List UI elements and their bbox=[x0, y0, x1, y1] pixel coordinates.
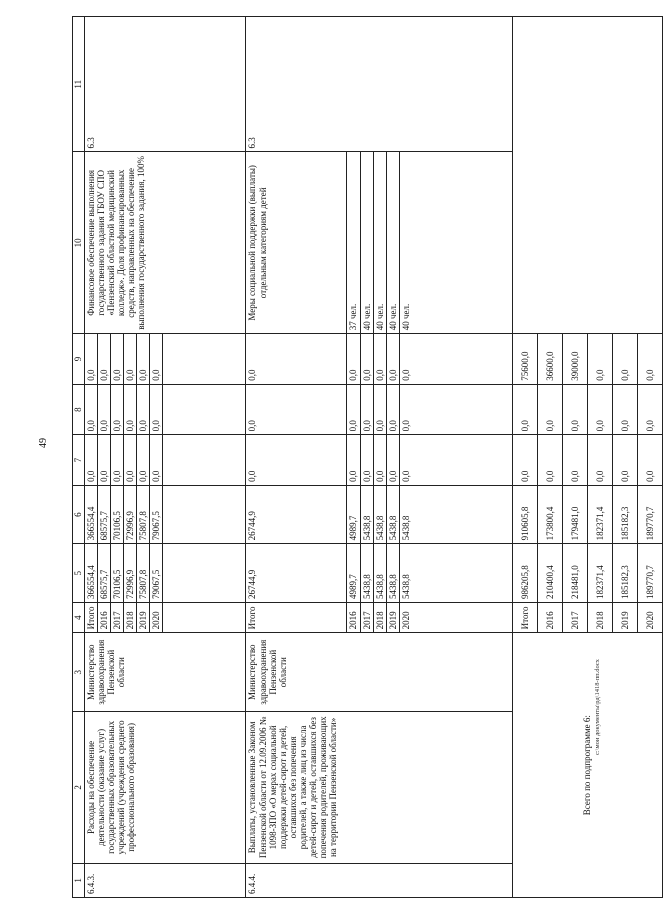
column-header: 1 bbox=[73, 863, 85, 897]
executor: Министерство здравоохранения Пензенской области bbox=[85, 633, 246, 712]
indicator-value: 37 чел. bbox=[347, 152, 360, 334]
value-cell: 0,0 bbox=[637, 435, 662, 486]
value-cell: 0,0 bbox=[537, 384, 562, 435]
value-cell: 0,0 bbox=[360, 384, 373, 435]
value-cell: 5438,8 bbox=[360, 544, 373, 603]
value-cell: 0,0 bbox=[637, 384, 662, 435]
value-cell: 366554,4 bbox=[85, 485, 98, 544]
item-name: Выплаты, установленные Законом Пензенской области от 12.09.2006 № 1098-ЗПО «О мерах социальной поддержки детей-сирот и детей, оставшихся без попечения родителей, а также лиц из числа детей-сирот и детей, оставшихся без попечения родителей, проживающих на территории Пензенской области» bbox=[246, 712, 512, 864]
value-cell: 986205,8 bbox=[512, 544, 537, 603]
value-cell: 179481,0 bbox=[562, 485, 587, 544]
value-cell: 5438,8 bbox=[399, 544, 512, 603]
column-header: 6 bbox=[73, 485, 85, 544]
value-cell: 39000,0 bbox=[562, 334, 587, 385]
column-header: 8 bbox=[73, 384, 85, 435]
file-path-footer: c:\мои документы\рд\1418-пп.docx bbox=[594, 659, 601, 755]
value-cell: 189770,7 bbox=[637, 544, 662, 603]
value-cell: 0,0 bbox=[124, 435, 137, 486]
year-cell: 2017 bbox=[562, 603, 587, 633]
value-cell: 0,0 bbox=[399, 384, 512, 435]
year-cell: 2016 bbox=[347, 603, 360, 633]
value-cell: 0,0 bbox=[373, 334, 386, 385]
value-cell: 185182,3 bbox=[612, 485, 637, 544]
value-cell: 0,0 bbox=[386, 435, 399, 486]
value-cell: 0,0 bbox=[587, 334, 612, 385]
year-cell: Итого bbox=[85, 603, 98, 633]
value-cell: 0,0 bbox=[150, 384, 163, 435]
value-cell: 75807,8 bbox=[137, 544, 150, 603]
value-cell: 0,0 bbox=[399, 435, 512, 486]
value-cell: 0,0 bbox=[98, 384, 111, 435]
table-row bbox=[85, 17, 98, 898]
value-cell: 0,0 bbox=[98, 435, 111, 486]
value-cell: 72996,9 bbox=[124, 544, 137, 603]
year-cell: 2017 bbox=[111, 603, 124, 633]
column-header: 5 bbox=[73, 544, 85, 603]
totals-label: Всего по подпрограмме 6: bbox=[512, 633, 662, 898]
value-cell: 0,0 bbox=[512, 384, 537, 435]
value-cell: 0,0 bbox=[373, 435, 386, 486]
value-cell: 0,0 bbox=[347, 435, 360, 486]
value-cell: 0,0 bbox=[512, 435, 537, 486]
value-cell: 5438,8 bbox=[386, 544, 399, 603]
value-cell: 5438,8 bbox=[360, 485, 373, 544]
executor: Министерство здравоохранения Пензенской области bbox=[246, 633, 512, 712]
value-cell: 79067,5 bbox=[150, 485, 163, 544]
indicator-value: 40 чел. bbox=[386, 152, 399, 334]
value-cell: 0,0 bbox=[111, 384, 124, 435]
column-header: 11 bbox=[73, 17, 85, 152]
indicator-value: 40 чел. bbox=[399, 152, 512, 334]
year-cell: 2018 bbox=[373, 603, 386, 633]
value-cell: 185182,3 bbox=[612, 544, 637, 603]
value-cell: 0,0 bbox=[137, 384, 150, 435]
value-cell: 79067,5 bbox=[150, 544, 163, 603]
column-header: 2 bbox=[73, 712, 85, 864]
item-number: 6.4.3. bbox=[85, 863, 246, 897]
column-header: 4 bbox=[73, 603, 85, 633]
value-cell: 0,0 bbox=[246, 334, 347, 385]
value-cell: 36600,0 bbox=[537, 334, 562, 385]
value-cell: 0,0 bbox=[85, 435, 98, 486]
value-cell: 0,0 bbox=[637, 334, 662, 385]
value-cell: 218481,0 bbox=[562, 544, 587, 603]
year-cell: 2017 bbox=[360, 603, 373, 633]
value-cell: 68575,7 bbox=[98, 544, 111, 603]
value-cell: 70106,5 bbox=[111, 485, 124, 544]
column-header: 3 bbox=[73, 633, 85, 712]
value-cell: 26744,9 bbox=[246, 485, 347, 544]
value-cell: 366554,4 bbox=[85, 544, 98, 603]
value-cell: 72996,9 bbox=[124, 485, 137, 544]
value-cell: 0,0 bbox=[137, 334, 150, 385]
value-cell: 0,0 bbox=[150, 435, 163, 486]
table-row bbox=[246, 17, 347, 898]
year-cell: 2019 bbox=[386, 603, 399, 633]
value-cell: 173800,4 bbox=[537, 485, 562, 544]
value-cell: 910605,8 bbox=[512, 485, 537, 544]
item-name: Расходы на обеспечение деятельности (оказание услуг) государственных образовательных учреждений (учреждения среднего профессионального образования) bbox=[85, 712, 246, 864]
value-cell: 0,0 bbox=[373, 384, 386, 435]
value-cell: 0,0 bbox=[347, 384, 360, 435]
value-cell: 26744,9 bbox=[246, 544, 347, 603]
year-cell: Итого bbox=[512, 603, 537, 633]
value-cell: 0,0 bbox=[124, 384, 137, 435]
value-cell: 189770,7 bbox=[637, 485, 662, 544]
value-cell: 0,0 bbox=[612, 334, 637, 385]
value-cell: 0,0 bbox=[246, 435, 347, 486]
value-cell: 0,0 bbox=[612, 384, 637, 435]
value-cell: 0,0 bbox=[85, 334, 98, 385]
value-cell: 4989,7 bbox=[347, 485, 360, 544]
year-cell: 2019 bbox=[612, 603, 637, 633]
value-cell: 68575,7 bbox=[98, 485, 111, 544]
value-cell: 0,0 bbox=[612, 435, 637, 486]
column-header-row bbox=[73, 17, 85, 898]
value-cell: 0,0 bbox=[562, 435, 587, 486]
value-cell: 0,0 bbox=[360, 435, 373, 486]
year-cell: 2016 bbox=[537, 603, 562, 633]
value-cell: 0,0 bbox=[587, 384, 612, 435]
col11-value: 6.3 bbox=[85, 17, 246, 152]
value-cell: 182371,4 bbox=[587, 485, 612, 544]
value-cell: 5438,8 bbox=[373, 544, 386, 603]
value-cell: 75807,8 bbox=[137, 485, 150, 544]
value-cell: 0,0 bbox=[386, 384, 399, 435]
value-cell: 0,0 bbox=[360, 334, 373, 385]
value-cell: 182371,4 bbox=[587, 544, 612, 603]
value-cell: 0,0 bbox=[537, 435, 562, 486]
indicator: Меры социальной поддержки (выплаты) отдельным категориям детей bbox=[246, 152, 347, 334]
value-cell: 4989,7 bbox=[347, 544, 360, 603]
value-cell: 0,0 bbox=[562, 384, 587, 435]
indicator: Финансовое обеспечение выполнения государственного задания ГБОУ СПО «Пензенский областной медицинский колледж». Доля профинансированных средств, направленных на обеспечение выполнения государственного задания, 100% bbox=[85, 152, 246, 334]
value-cell: 5438,8 bbox=[399, 485, 512, 544]
value-cell: 0,0 bbox=[347, 334, 360, 385]
value-cell: 0,0 bbox=[85, 384, 98, 435]
indicator-value: 40 чел. bbox=[373, 152, 386, 334]
totals-empty bbox=[512, 17, 662, 334]
value-cell: 0,0 bbox=[246, 384, 347, 435]
value-cell: 75600,0 bbox=[512, 334, 537, 385]
year-cell: Итого bbox=[246, 603, 347, 633]
value-cell: 0,0 bbox=[137, 435, 150, 486]
value-cell: 0,0 bbox=[98, 334, 111, 385]
year-cell: 2019 bbox=[137, 603, 150, 633]
value-cell: 5438,8 bbox=[373, 485, 386, 544]
year-cell: 2020 bbox=[399, 603, 512, 633]
year-cell: 2020 bbox=[150, 603, 163, 633]
value-cell: 210400,4 bbox=[537, 544, 562, 603]
col11-value: 6.3 bbox=[246, 17, 512, 152]
value-cell: 5438,8 bbox=[386, 485, 399, 544]
year-cell: 2018 bbox=[587, 603, 612, 633]
year-cell: 2020 bbox=[637, 603, 662, 633]
year-cell: 2016 bbox=[98, 603, 111, 633]
value-cell: 0,0 bbox=[386, 334, 399, 385]
totals-row bbox=[512, 17, 537, 898]
column-header: 9 bbox=[73, 334, 85, 385]
column-header: 7 bbox=[73, 435, 85, 486]
value-cell: 0,0 bbox=[111, 435, 124, 486]
value-cell: 0,0 bbox=[150, 334, 163, 385]
value-cell: 0,0 bbox=[399, 334, 512, 385]
program-table bbox=[72, 16, 663, 898]
value-cell: 0,0 bbox=[111, 334, 124, 385]
value-cell: 70106,5 bbox=[111, 544, 124, 603]
value-cell: 0,0 bbox=[587, 435, 612, 486]
item-number: 6.4.4. bbox=[246, 863, 512, 897]
page-number: 49 bbox=[38, 438, 49, 448]
year-cell: 2018 bbox=[124, 603, 137, 633]
value-cell: 0,0 bbox=[124, 334, 137, 385]
indicator-value: 40 чел. bbox=[360, 152, 373, 334]
column-header: 10 bbox=[73, 152, 85, 334]
